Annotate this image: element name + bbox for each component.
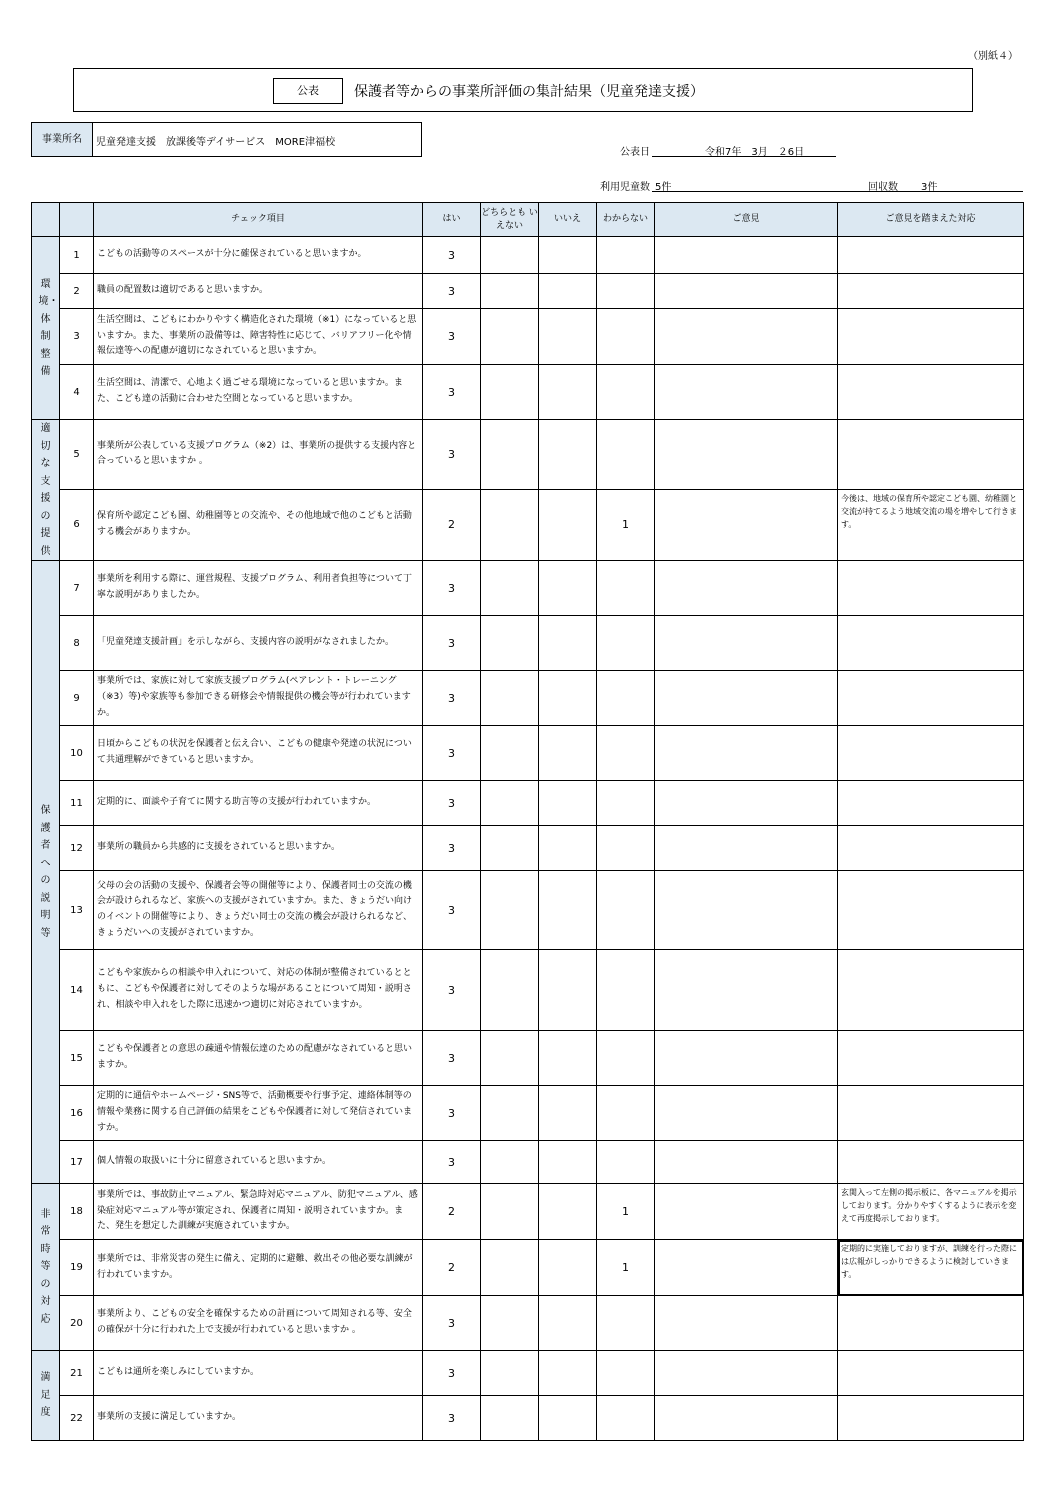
- header-response: ご意見を踏まえた対応: [838, 203, 1024, 237]
- answer-unknown: [597, 1296, 655, 1351]
- item-number: 1: [60, 237, 94, 274]
- item-number: 2: [60, 274, 94, 309]
- response-cell: [838, 274, 1024, 309]
- opinion-cell: [655, 826, 838, 871]
- item-question: 生活空間は、清潔で、心地よく過ごせる環境になっていると思いますか。また、こども達の活動に合わせた空間となっていると思いますか。: [94, 365, 423, 420]
- table-row: [32, 1351, 1024, 1396]
- table-row: [32, 1141, 1024, 1184]
- answer-yes: 3: [423, 1141, 481, 1184]
- response-cell: [838, 365, 1024, 420]
- opinion-cell: [655, 616, 838, 671]
- answer-yes: 3: [423, 671, 481, 726]
- answer-no: [539, 1141, 597, 1184]
- header-yes: はい: [423, 203, 481, 237]
- answer-neither: [481, 1396, 539, 1441]
- table-row: [32, 781, 1024, 826]
- answer-unknown: [597, 561, 655, 616]
- header-opinion: ご意見: [655, 203, 838, 237]
- table-header-row: [32, 203, 1024, 237]
- category-label: 環境・体制整備: [38, 278, 59, 377]
- answer-no: [539, 781, 597, 826]
- answer-yes: 3: [423, 616, 481, 671]
- answer-unknown: 1: [597, 1184, 655, 1240]
- response-cell: [838, 950, 1024, 1031]
- annex-label: （別紙４）: [968, 51, 1018, 62]
- answer-unknown: 1: [597, 1240, 655, 1296]
- response-cell: 定期的に実施しておりますが、訓練を行った際には広報がしっかりできるように検討していきます。: [838, 1240, 1024, 1296]
- answer-no: [539, 1296, 597, 1351]
- header-item: チェック項目: [94, 203, 423, 237]
- answer-neither: [481, 561, 539, 616]
- item-number: 5: [60, 420, 94, 490]
- table-row: [32, 274, 1024, 309]
- answer-neither: [481, 1031, 539, 1086]
- answer-neither: [481, 950, 539, 1031]
- answer-yes: 3: [423, 781, 481, 826]
- answer-neither: [481, 1296, 539, 1351]
- item-number: 12: [60, 826, 94, 871]
- table-row: [32, 950, 1024, 1031]
- item-question: こどもや保護者との意思の疎通や情報伝達のための配慮がなされていると思いますか。: [94, 1031, 423, 1086]
- title-box: [73, 68, 973, 112]
- answer-yes: 3: [423, 365, 481, 420]
- answer-neither: [481, 420, 539, 490]
- response-cell: [838, 781, 1024, 826]
- survey-body: [32, 237, 1024, 1441]
- pub-date-label: 公表日: [620, 147, 650, 158]
- opinion-cell: [655, 1240, 838, 1296]
- answer-no: [539, 1086, 597, 1141]
- item-number: 13: [60, 871, 94, 950]
- response-cell: [838, 309, 1024, 365]
- answer-unknown: [597, 950, 655, 1031]
- answer-neither: [481, 871, 539, 950]
- answer-yes: 3: [423, 1396, 481, 1441]
- answer-unknown: [597, 1141, 655, 1184]
- table-row: [32, 616, 1024, 671]
- table-row: [32, 1086, 1024, 1141]
- opinion-cell: [655, 1396, 838, 1441]
- item-number: 21: [60, 1351, 94, 1396]
- answer-yes: 3: [423, 274, 481, 309]
- item-question: 「児童発達支援計画」を示しながら、支援内容の説明がなされましたか。: [94, 616, 423, 671]
- response-cell: [838, 671, 1024, 726]
- opinion-cell: [655, 1031, 838, 1086]
- table-row: [32, 420, 1024, 490]
- answer-yes: 2: [423, 1184, 481, 1240]
- answer-yes: 3: [423, 950, 481, 1031]
- table-row: [32, 561, 1024, 616]
- item-number: 16: [60, 1086, 94, 1141]
- header-neither: どちらとも いえない: [481, 203, 539, 237]
- answer-no: [539, 1031, 597, 1086]
- item-number: 11: [60, 781, 94, 826]
- answer-yes: 2: [423, 1240, 481, 1296]
- answer-unknown: 1: [597, 489, 655, 560]
- header-no: いいえ: [539, 203, 597, 237]
- opinion-cell: [655, 561, 838, 616]
- answer-unknown: [597, 309, 655, 365]
- opinion-cell: [655, 1351, 838, 1396]
- table-row: [32, 489, 1024, 560]
- item-question: こどもや家族からの相談や申入れについて、対応の体制が整備されているとともに、こどもや保護者に対してそのような場があることについて周知・説明され、相談や申入れをした際に迅速かつ適切に対応されていますか。: [94, 950, 423, 1031]
- answer-unknown: [597, 671, 655, 726]
- answer-unknown: [597, 274, 655, 309]
- table-row: [32, 1184, 1024, 1240]
- answer-neither: [481, 1240, 539, 1296]
- answer-neither: [481, 274, 539, 309]
- response-cell: [838, 420, 1024, 490]
- office-name: 児童発達支援 放課後等デイサービス MORE津福校: [96, 137, 336, 148]
- office-label: 事業所名: [32, 123, 93, 156]
- answer-neither: [481, 781, 539, 826]
- item-question: 定期的に通信やホームページ・SNS等で、活動概要や行事予定、連絡体制等の情報や業務に関する自己評価の結果をこどもや保護者に対して発信されていますか。: [94, 1086, 423, 1141]
- pub-date-underline: [652, 156, 836, 157]
- item-question: 定期的に、面談や子育てに関する助言等の支援が行われていますか。: [94, 781, 423, 826]
- response-cell: [838, 1351, 1024, 1396]
- count-underline: [652, 191, 1023, 192]
- answer-no: [539, 1351, 597, 1396]
- answer-yes: 3: [423, 1296, 481, 1351]
- opinion-cell: [655, 309, 838, 365]
- table-row: [32, 365, 1024, 420]
- item-number: 9: [60, 671, 94, 726]
- header-category: [32, 203, 60, 237]
- response-cell: [838, 726, 1024, 781]
- header-number: [60, 203, 94, 237]
- answer-unknown: [597, 871, 655, 950]
- item-number: 15: [60, 1031, 94, 1086]
- answer-no: [539, 826, 597, 871]
- table-row: [32, 309, 1024, 365]
- answer-yes: 3: [423, 871, 481, 950]
- item-number: 3: [60, 309, 94, 365]
- answer-neither: [481, 1184, 539, 1240]
- answer-no: [539, 950, 597, 1031]
- item-question: 日頃からこどもの状況を保護者と伝え合い、こどもの健康や発達の状況について共通理解ができていると思いますか。: [94, 726, 423, 781]
- answer-no: [539, 309, 597, 365]
- answer-neither: [481, 726, 539, 781]
- table-row: [32, 1240, 1024, 1296]
- pub-date-value: 令和7年 3月 ２6日: [705, 147, 805, 158]
- answer-unknown: [597, 237, 655, 274]
- category-cell: [32, 420, 60, 561]
- opinion-cell: [655, 871, 838, 950]
- answer-neither: [481, 489, 539, 560]
- office-box: [31, 122, 422, 157]
- answer-no: [539, 489, 597, 560]
- category-cell: [32, 237, 60, 420]
- opinion-cell: [655, 671, 838, 726]
- public-label: 公表: [273, 78, 343, 104]
- opinion-cell: [655, 1296, 838, 1351]
- page-title: 保護者等からの事業所評価の集計結果（児童発達支援）: [354, 84, 704, 100]
- response-cell: [838, 826, 1024, 871]
- response-cell: [838, 871, 1024, 950]
- table-row: [32, 671, 1024, 726]
- category-cell: [32, 561, 60, 1184]
- response-cell: [838, 1086, 1024, 1141]
- response-cell: [838, 561, 1024, 616]
- answer-unknown: [597, 781, 655, 826]
- opinion-cell: [655, 420, 838, 490]
- header-unknown: わからない: [597, 203, 655, 237]
- item-number: 14: [60, 950, 94, 1031]
- answer-no: [539, 1240, 597, 1296]
- answer-neither: [481, 616, 539, 671]
- answer-yes: 3: [423, 309, 481, 365]
- answer-no: [539, 274, 597, 309]
- answer-unknown: [597, 1031, 655, 1086]
- answer-yes: 3: [423, 237, 481, 274]
- opinion-cell: [655, 1086, 838, 1141]
- responses-label: 回収数: [868, 182, 898, 193]
- answer-no: [539, 365, 597, 420]
- answer-yes: 3: [423, 826, 481, 871]
- table-row: [32, 1031, 1024, 1086]
- response-cell: [838, 1396, 1024, 1441]
- category-cell: [32, 1351, 60, 1441]
- opinion-cell: [655, 1184, 838, 1240]
- answer-no: [539, 671, 597, 726]
- item-number: 18: [60, 1184, 94, 1240]
- opinion-cell: [655, 781, 838, 826]
- item-question: 保育所や認定こども園、幼稚園等との交流や、その他地域で他のこどもと活動する機会がありますか。: [94, 489, 423, 560]
- answer-yes: 3: [423, 1086, 481, 1141]
- opinion-cell: [655, 1141, 838, 1184]
- item-question: 事業所では、家族に対して家族支援プログラム(ペアレント・トレーニング（※3）等)や家族等も参加できる研修会や情報提供の機会等が行われていますか。: [94, 671, 423, 726]
- answer-no: [539, 1184, 597, 1240]
- response-cell: [838, 616, 1024, 671]
- item-question: 生活空間は、こどもにわかりやすく構造化された環境（※1）になっていると思いますか。また、事業所の設備等は、障害特性に応じて、バリアフリー化や情報伝達等への配慮が適切になされていると思いますか。: [94, 309, 423, 365]
- table-row: [32, 826, 1024, 871]
- item-question: 事業所が公表している支援プログラム（※2）は、事業所の提供する支援内容と合っていると思いますか 。: [94, 420, 423, 490]
- answer-unknown: [597, 616, 655, 671]
- item-question: 職員の配置数は適切であると思いますか。: [94, 274, 423, 309]
- answer-yes: 3: [423, 1351, 481, 1396]
- answer-no: [539, 616, 597, 671]
- item-question: 事業所では、事故防止マニュアル、緊急時対応マニュアル、防犯マニュアル、感染症対応マニュアル等が策定され、保護者に周知・説明されていますか。また、発生を想定した訓練が実施されていますか。: [94, 1184, 423, 1240]
- answer-no: [539, 561, 597, 616]
- opinion-cell: [655, 726, 838, 781]
- response-cell: [838, 1031, 1024, 1086]
- table-row: [32, 1296, 1024, 1351]
- item-number: 8: [60, 616, 94, 671]
- opinion-cell: [655, 237, 838, 274]
- item-number: 17: [60, 1141, 94, 1184]
- answer-neither: [481, 1141, 539, 1184]
- opinion-cell: [655, 365, 838, 420]
- item-number: 7: [60, 561, 94, 616]
- item-number: 6: [60, 489, 94, 560]
- answer-unknown: [597, 826, 655, 871]
- item-number: 4: [60, 365, 94, 420]
- response-cell: [838, 1296, 1024, 1351]
- answer-neither: [481, 671, 539, 726]
- response-cell: [838, 1141, 1024, 1184]
- category-label: 保護者への説明等: [40, 805, 51, 939]
- answer-neither: [481, 1351, 539, 1396]
- answer-yes: 3: [423, 726, 481, 781]
- item-question: こどもは通所を楽しみにしていますか。: [94, 1351, 423, 1396]
- answer-no: [539, 420, 597, 490]
- answer-neither: [481, 309, 539, 365]
- answer-no: [539, 237, 597, 274]
- category-label: 満足度: [40, 1372, 51, 1419]
- answer-neither: [481, 365, 539, 420]
- kids-count-value: 5件: [655, 182, 672, 193]
- response-cell: 玄関入って左側の掲示板に、各マニュアルを掲示しております。分かりやすくするように表示を変えて再度掲示しております。: [838, 1184, 1024, 1240]
- table-row: [32, 237, 1024, 274]
- item-question: 事業所より、こどもの安全を確保するための計画について周知される等、安全の確保が十分に行われた上で支援が行われていると思いますか 。: [94, 1296, 423, 1351]
- answer-no: [539, 871, 597, 950]
- response-cell: 今後は、地域の保育所や認定こども園、幼稚園と交流が持てるよう地域交流の場を増やして行きます。: [838, 489, 1024, 560]
- answer-yes: 2: [423, 489, 481, 560]
- answer-yes: 3: [423, 1031, 481, 1086]
- item-question: 父母の会の活動の支援や、保護者会等の開催等により、保護者同士の交流の機会が設けられるなど、家族への支援がされていますか。また、きょうだい向けのイベントの開催等により、きょうだい同士の交流の機会が設けられるなど、きょうだいへの支援がされていますか。: [94, 871, 423, 950]
- opinion-cell: [655, 489, 838, 560]
- category-label: 適切な支援の提供: [40, 423, 51, 557]
- answer-unknown: [597, 365, 655, 420]
- responses-value: 3件: [921, 182, 938, 193]
- item-question: 事業所では、非常災害の発生に備え、定期的に避難、救出その他必要な訓練が行われていますか。: [94, 1240, 423, 1296]
- answer-unknown: [597, 1396, 655, 1441]
- answer-yes: 3: [423, 561, 481, 616]
- table-row: [32, 726, 1024, 781]
- answer-unknown: [597, 726, 655, 781]
- answer-unknown: [597, 420, 655, 490]
- answer-yes: 3: [423, 420, 481, 490]
- opinion-cell: [655, 950, 838, 1031]
- answer-no: [539, 1396, 597, 1441]
- response-cell: [838, 237, 1024, 274]
- kids-count-label: 利用児童数: [600, 182, 650, 193]
- category-label: 非常時等の対応: [40, 1208, 51, 1325]
- item-question: こどもの活動等のスペースが十分に確保されていると思いますか。: [94, 237, 423, 274]
- item-number: 20: [60, 1296, 94, 1351]
- item-question: 事業所を利用する際に、運営規程、支援プログラム、利用者負担等について丁寧な説明がありましたか。: [94, 561, 423, 616]
- category-cell: [32, 1184, 60, 1351]
- table-row: [32, 871, 1024, 950]
- answer-no: [539, 726, 597, 781]
- answer-unknown: [597, 1351, 655, 1396]
- survey-table: [31, 202, 1024, 1441]
- answer-neither: [481, 1086, 539, 1141]
- table-row: [32, 1396, 1024, 1441]
- item-question: 個人情報の取扱いに十分に留意されていると思いますか。: [94, 1141, 423, 1184]
- answer-neither: [481, 237, 539, 274]
- item-number: 10: [60, 726, 94, 781]
- answer-unknown: [597, 1086, 655, 1141]
- item-question: 事業所の支援に満足していますか。: [94, 1396, 423, 1441]
- item-number: 22: [60, 1396, 94, 1441]
- item-number: 19: [60, 1240, 94, 1296]
- opinion-cell: [655, 274, 838, 309]
- item-question: 事業所の職員から共感的に支援をされていると思いますか。: [94, 826, 423, 871]
- answer-neither: [481, 826, 539, 871]
